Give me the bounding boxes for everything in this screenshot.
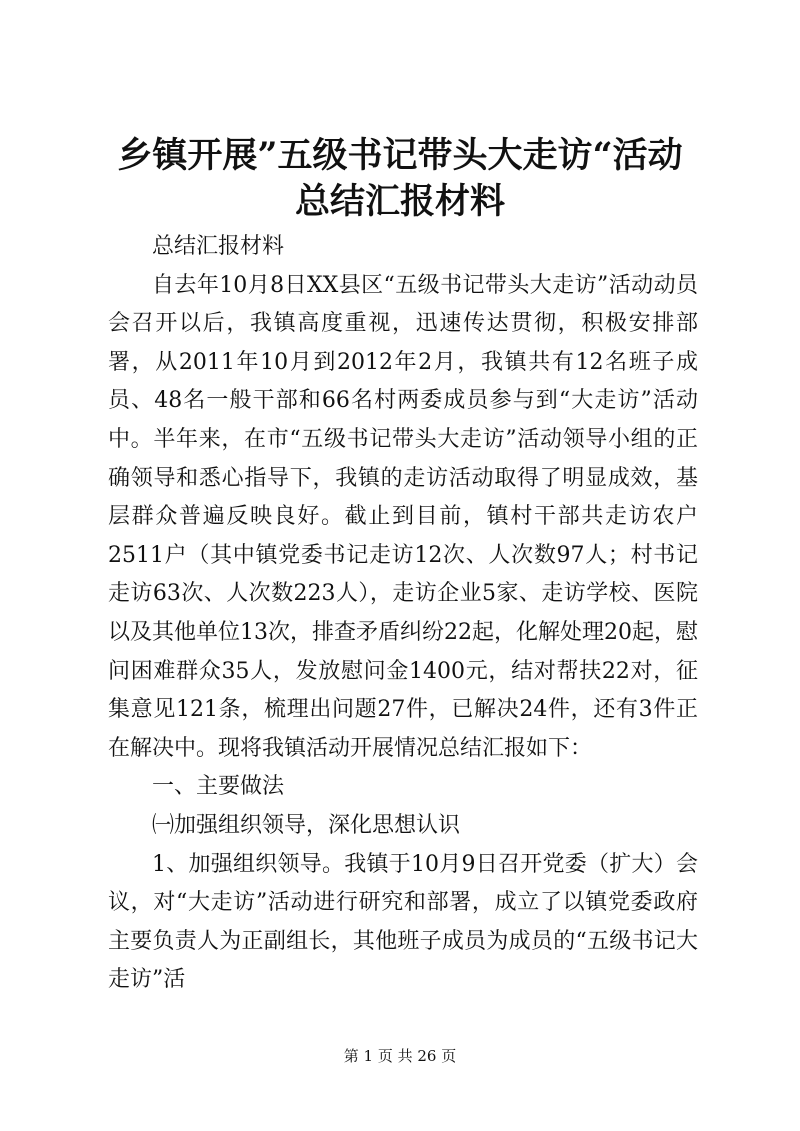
section-heading: 一、主要做法: [152, 774, 285, 800]
paragraph-organization: 1、加强组织领导。我镇于10月9日召开党委（扩大）会议，对“大走访”活动进行研究和部署，成立了以镇党委政府主要负责人为正副组长，其他班子成员为成员的“五级书记大走访”活: [108, 851, 698, 993]
subsection-heading: ㈠加强组织领导，深化思想认识: [152, 812, 461, 838]
paragraph-intro: 自去年10月8日XX县区“五级书记带头大走访”活动动员会召开以后，我镇高度重视，迅速传达贯彻，积极安排部署，从2011年10月到2012年2月，我镇共有12名班子成员、48名一般干部和66名村两委成员参与到“大走访”活动中。半年来，在市“五级书记带头大走访”活动领导小组的正确领导和悉心指导下，我镇的走访活动取得了明显成效，基层群众普遍反映良好。截止到目前，镇村干部共走访农户2511户（其中镇党委书记走访12次、人次数97人；村书记走访63次、人次数223人），走访企业5家、走访学校、医院以及其他单位13次，排查矛盾纠纷22起，化解处理20起，慰问困难群众35人，发放慰问金1400元，结对帮扶22对，征集意见121条，梳理出问题27件，已解决24件，还有3件正在解决中。现将我镇活动开展情况总结汇报如下：: [108, 272, 698, 761]
paragraph-subtitle: 总结汇报材料: [152, 234, 285, 259]
document-body: [108, 228, 698, 1000]
document-title: 乡镇开展”五级书记带头大走访“活动总结汇报材料: [117, 135, 683, 222]
page-footer: 第 1 页 共 26 页: [343, 1047, 457, 1065]
